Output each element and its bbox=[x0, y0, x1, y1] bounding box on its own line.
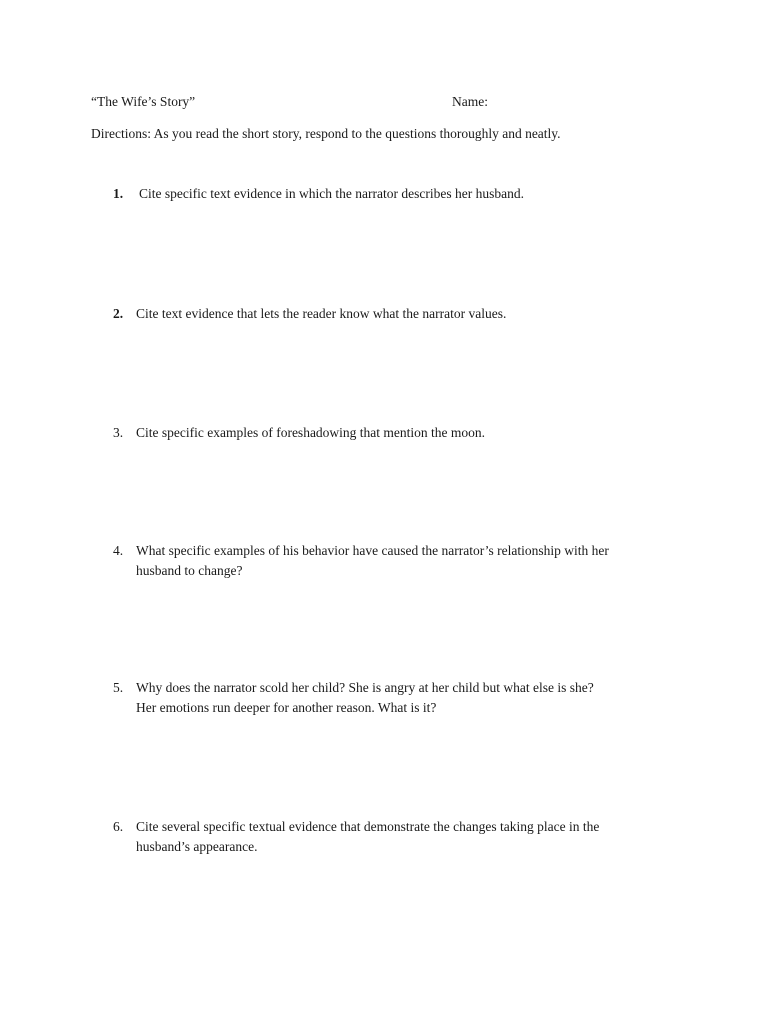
question-number: 4. bbox=[113, 543, 124, 558]
question-line: Cite text evidence that lets the reader know what the narrator values. bbox=[136, 306, 507, 321]
question-number: 3. bbox=[113, 425, 124, 440]
question-text bbox=[136, 678, 594, 718]
question-line: Her emotions run deeper for another reason. What is it? bbox=[136, 700, 437, 715]
directions-text: Directions: As you read the short story, respond to the questions thoroughly and neatly. bbox=[91, 126, 561, 141]
question-number: 6. bbox=[113, 819, 124, 834]
question-text bbox=[139, 184, 524, 204]
question-text bbox=[136, 817, 599, 857]
question-number: 1. bbox=[113, 186, 124, 201]
question-line: husband to change? bbox=[136, 563, 243, 578]
question-line: husband’s appearance. bbox=[136, 839, 258, 854]
story-title: “The Wife’s Story” bbox=[91, 94, 196, 109]
question-line: Why does the narrator scold her child? She is angry at her child but what else is she? bbox=[136, 680, 594, 695]
question-line: What specific examples of his behavior have caused the narrator’s relationship with her bbox=[136, 543, 609, 558]
question-line: Cite specific text evidence in which the narrator describes her husband. bbox=[139, 186, 524, 201]
name-label: Name: bbox=[452, 94, 488, 109]
question-text bbox=[136, 304, 506, 324]
question-line: Cite specific examples of foreshadowing that mention the moon. bbox=[136, 425, 486, 440]
question-text bbox=[136, 541, 609, 581]
question-text bbox=[136, 423, 485, 443]
question-number: 5. bbox=[113, 680, 124, 695]
question-line: Cite several specific textual evidence that demonstrate the changes taking place in the bbox=[136, 819, 600, 834]
question-number: 2. bbox=[113, 306, 124, 321]
